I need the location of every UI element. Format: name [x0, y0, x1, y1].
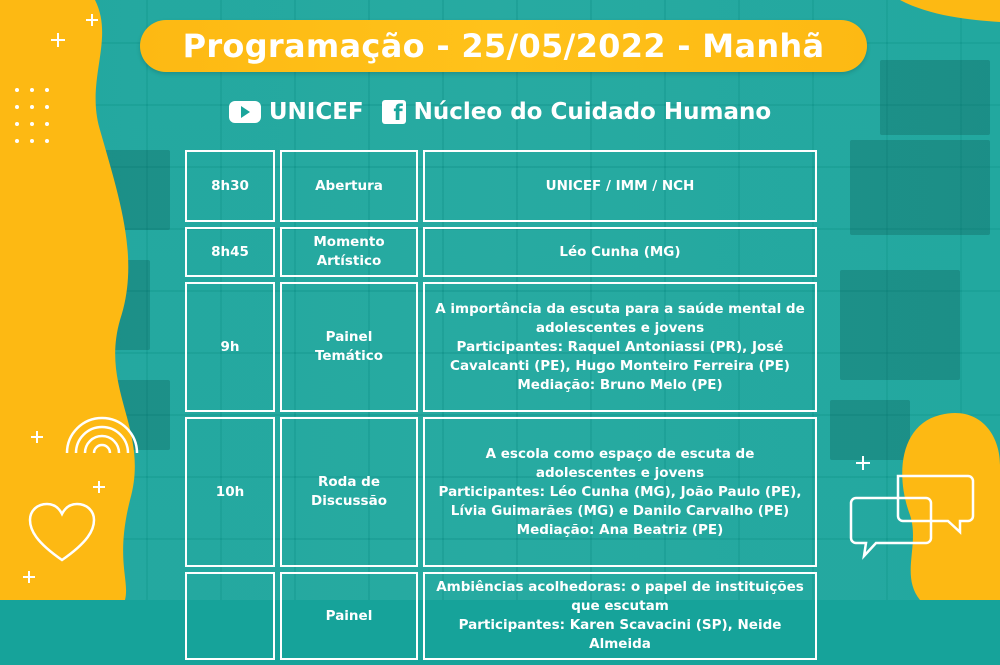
schedule-row — [185, 572, 817, 660]
rainbow-icon — [62, 408, 142, 458]
schedule-session-type: Roda de Discussão — [280, 417, 418, 567]
schedule-description-line: adolescentes e jovens — [535, 464, 705, 481]
schedule-description — [423, 282, 817, 412]
schedule-description-line: Mediação: Bruno Melo (PE) — [517, 376, 723, 393]
schedule-description-line: que escutam — [571, 598, 669, 614]
schedule-description-line: adolescentes e jovens — [535, 319, 705, 336]
schedule-description-line: A escola como espaço de escuta de — [485, 445, 755, 462]
schedule-description — [423, 572, 817, 660]
heart-icon — [26, 500, 98, 566]
facebook-label: Núcleo do Cuidado Humano — [413, 99, 772, 125]
schedule-session-type: Painel — [280, 572, 418, 660]
chat-bubbles-icon — [848, 468, 978, 560]
schedule-time: 9h — [185, 282, 275, 412]
schedule-description — [423, 417, 817, 567]
youtube-label: UNICEF — [268, 99, 364, 125]
schedule-time: 10h — [185, 417, 275, 567]
schedule-description-line: Cavalcanti (PE), Hugo Monteiro Ferreira (PE) — [450, 357, 790, 374]
schedule-description-line: A importância da escuta para a saúde mental de — [435, 300, 805, 317]
schedule-description-line: Participantes: Raquel Antoniassi (PR), José — [456, 338, 784, 355]
schedule-description — [423, 227, 817, 277]
schedule-row — [185, 227, 817, 277]
schedule-table — [180, 145, 822, 665]
schedule-session-type: Abertura — [280, 150, 418, 222]
sparkle-plus-icon — [92, 480, 106, 494]
schedule-description-line: Léo Cunha (MG) — [559, 243, 681, 260]
sparkle-plus-icon — [30, 430, 44, 444]
schedule-row — [185, 150, 817, 222]
page-title: Programação - 25/05/2022 - Manhã — [182, 27, 825, 65]
schedule-description-line: Participantes: Karen Scavacini (SP), Neide Almeida — [458, 617, 782, 652]
schedule-description-line: UNICEF / IMM / NCH — [545, 177, 695, 194]
schedule-description-line: Lívia Guimarães (MG) e Danilo Carvalho (PE) — [450, 502, 790, 519]
schedule-description-line: Participantes: Léo Cunha (MG), João Paulo (PE), — [438, 483, 802, 500]
schedule-session-type: Momento Artístico — [280, 227, 418, 277]
social-channels — [0, 96, 1000, 128]
schedule-description-line: Ambiências acolhedoras: o papel de instituições — [436, 579, 804, 595]
page-title-banner — [140, 20, 867, 72]
schedule-row — [185, 417, 817, 567]
schedule-description — [423, 150, 817, 222]
top-right-yellow-corner-shape — [900, 0, 1000, 22]
youtube-icon — [229, 101, 261, 123]
schedule-session-type: Painel Temático — [280, 282, 418, 412]
schedule-description-line: Mediação: Ana Beatriz (PE) — [516, 521, 724, 538]
schedule-time: 8h30 — [185, 150, 275, 222]
sparkle-plus-icon — [22, 570, 36, 584]
schedule-time: 8h45 — [185, 227, 275, 277]
schedule-row — [185, 282, 817, 412]
facebook-icon: f — [382, 100, 406, 124]
sparkle-plus-icon — [85, 13, 99, 27]
sparkle-plus-icon — [50, 32, 66, 48]
schedule-time — [185, 572, 275, 660]
